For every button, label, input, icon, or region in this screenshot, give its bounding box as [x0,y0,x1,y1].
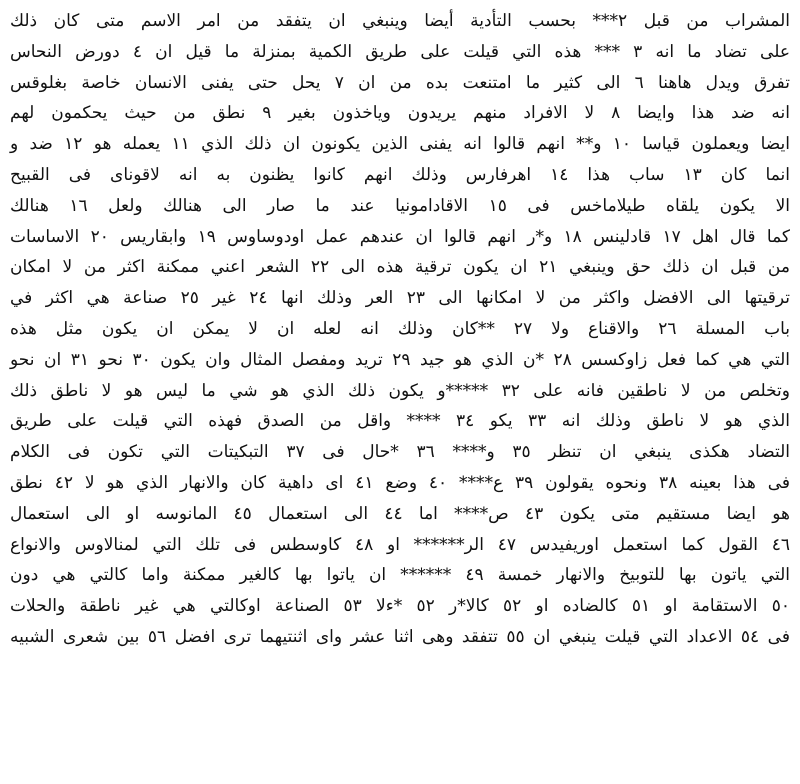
text-line-09: من قبل ان ذلك حق وينبغي ٢١ ان يكون ترقية هذه الى ٢٢ الشعر اعني ممكنة اكثر من لا امكان [10,257,790,278]
text-line-05: ايضا ويعملون قياسا ١٠ و** انهم قالوا انه يفنى الذين يكونون ان ذلك الذي ١١ يعمله هو ١٢ ضد و [10,134,790,155]
text-line-16: فى هذا بعينه ٣٨ ونحوه يقولون ٣٩ ع**** ٤٠ وضع ٤١ اى داهية كان والانهار الذي هو لا ٤٢ نطق [10,472,791,493]
text-line-17: هو ايضا مستقيم متى يكون ٤٣ ص**** اما ٤٤ الى استعمال ٤٥ المانوسه او الى استعمال [10,503,790,524]
text-line-08: كما قال اهل ١٧ قادلينس ١٨ و*ر انهم قالوا ان عندهم عمل اودوساوس ١٩ وابقاريس ٢٠ الاساسات [10,226,790,247]
text-line-15: التضاد هكذى ينبغي ان تنظر ٣٥ و**** ٣٦ *حال فى ٣٧ التبكيتات التي تكون فى الكلام [10,442,790,463]
text-line-20: ٥٠ الاستقامة او ٥١ كالضاده او ٥٢ كالا*ر ٥٢ *ءلا ٥٣ الصناعة اوكالتي هي غير ناطقة والحلات [10,596,790,617]
text-line-06: انما كان ١٣ ساب هذا ١٤ اهرفارس وذلك انهم كانوا يظنون به انه لاقوناى فى القبيح [10,164,790,185]
text-line-01: المشراب من قبل ٢*** بحسب التأدية أيضا وينبغي ان يتفقد من امر الاسم متى كان ذلك [10,11,790,31]
text-line-21: فى ٥٤ الاعداد التي قيلت ينبغي ان ٥٥ تتفقد وهى اثنا عشر واى اثنتيهما ترى افضل ٥٦ بين شعرى الشبيه [10,626,790,647]
text-line-18: ٤٦ القول كما استعمل اوريفيدس ٤٧ الر****** او ٤٨ كاوسطس فى تلك التي لمنالاوس والانواع [10,534,790,555]
text-line-19: التي ياتون بها للتوبيخ والانهار خمسة ٤٩ ****** ان ياتوا بها كالغير ممكنة واما كالتي هي دون [10,565,790,586]
text-line-10: ترقيتها الى الافضل واكثر من لا امكانها الى ٢٣ العر وذلك انها ٢٤ غير ٢٥ صناعة هي اكثر في [10,288,790,309]
text-line-12: التي هي كما فعل زاوكسس ٢٨ *ن الذي هو جيد ٢٩ تريد ومفصل المثال وان يكون ٣٠ نحو ٣١ ان نحو [10,349,791,370]
text-line-02: على تضاد ما انه ٣ *** هذه التي قيلت على طريق الكمية بمنزلة ما قيل ان ٤ دورض النحاس [10,41,791,62]
text-line-07: الا يكون يلقاه طيلاماخس فى ١٥ الاقادامونيا عند ما صار الى هنالك ولعل ١٦ هنالك [10,195,791,216]
text-line-14: الذي هو لا ناطق وذلك انه ٣٣ يكو ٣٤ **** واقل من الصدق فهذه التي قيلت على طريق [10,411,790,432]
text-line-11: باب المسلة ٢٦ والاقناع ولا ٢٧ **كان وذلك انه لعله ان لا يمكن ان يكون مثل هذه [10,318,791,339]
text-line-03: تفرق ويدل هاهنا ٦ الى كثير ما امتنعت بده من ان ٧ يحل حتى يفنى الانسان خاصة بغلوقس [10,72,791,93]
text-line-13: وتخلص من لا ناطقين فانه على ٣٢ *****و يكون ذلك الذي هو شي ما ليس هو لا ناطق ذلك [10,380,790,401]
text-line-04: انه ضد هذا وايضا ٨ لا الافراد منهم يريدون وياخذون بغير ٩ نطق من حيث يحكمون لهم [10,103,790,124]
